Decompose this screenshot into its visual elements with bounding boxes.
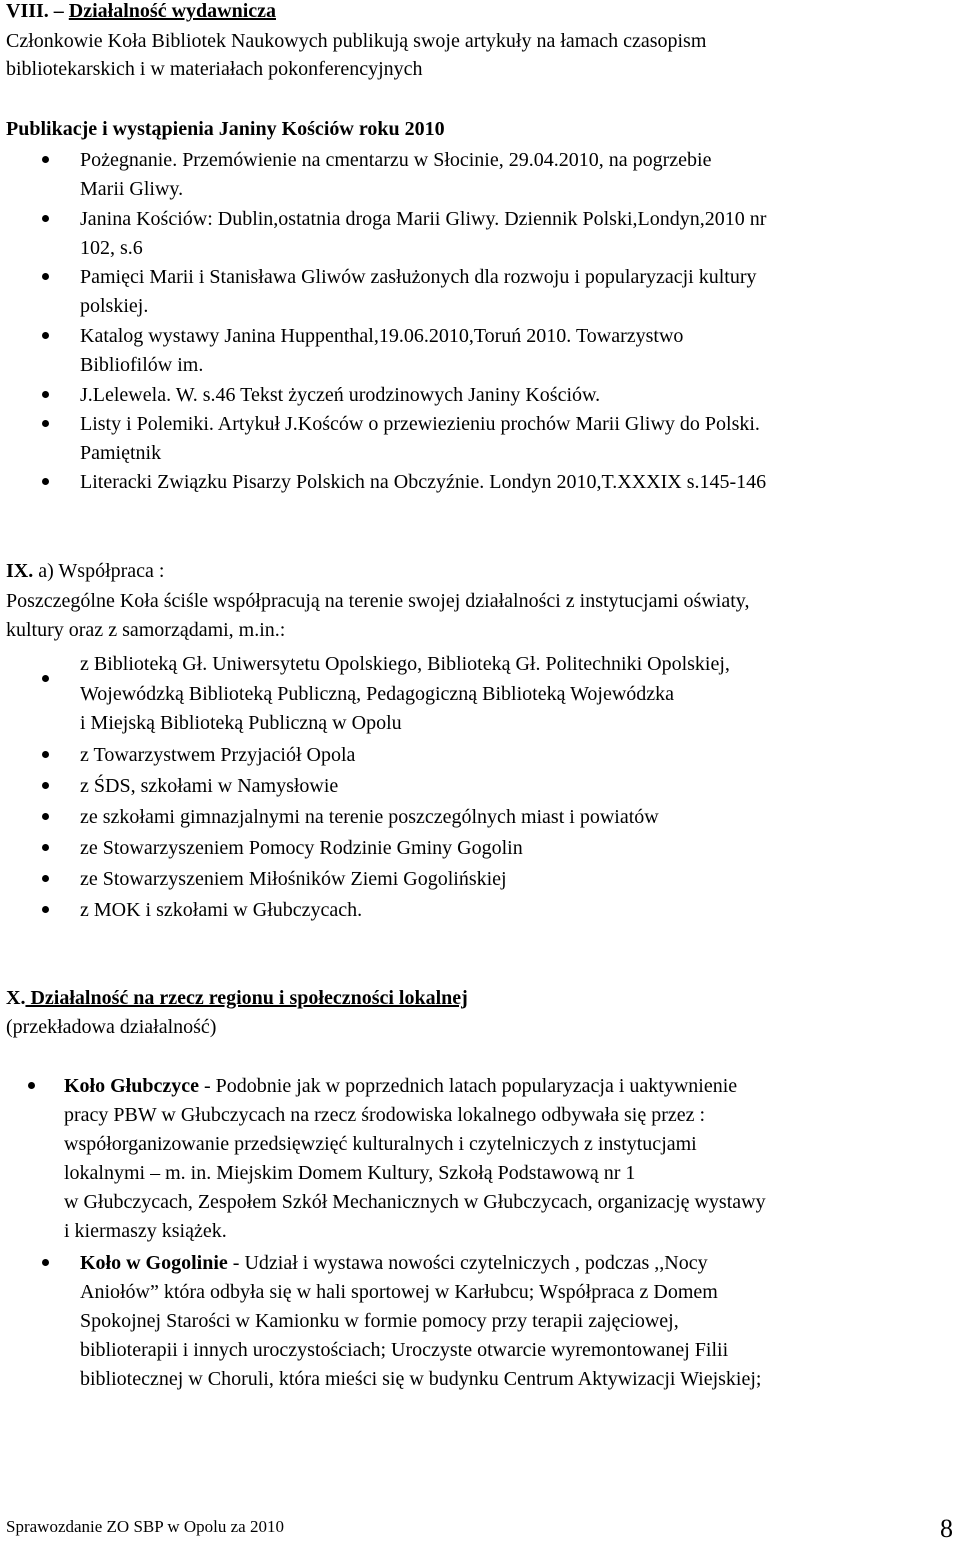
list-item-continued: Marii Gliwy. <box>80 178 184 200</box>
section-8-title: Działalność wydawnicza <box>68 0 277 22</box>
list-item: Katalog wystawy Janina Huppenthal,19.06.2010,Toruń 2010. Towarzystwo <box>80 325 684 347</box>
section-10-subtitle: (przekładowa działalność) <box>6 1016 217 1038</box>
list-item-continued: Pamiętnik <box>80 442 162 464</box>
list-item-text: - Podobnie jak w poprzednich latach popularyzacja i uaktywnienie <box>198 1075 738 1097</box>
list-item-continued: Bibliofilów im. <box>80 354 204 376</box>
list-item-continued: Aniołów” która odbyła się w hali sportowej w Karłubcu; Współpraca z Domem <box>80 1281 718 1303</box>
list-item: J.Lelewela. W. s.46 Tekst życzeń urodzinowych Janiny Kościów. <box>80 384 601 406</box>
bullet-icon <box>42 875 49 882</box>
section-8-intro-line-2: bibliotekarskich i w materiałach pokonferencyjnych <box>6 58 423 80</box>
bullet-icon <box>42 332 49 339</box>
list-item-continued: w Głubczycach, Zespołem Szkół Mechanicznych w Głubczycach, organizację wystawy <box>64 1191 766 1213</box>
footer-text: Sprawozdanie ZO SBP w Opolu za 2010 <box>6 1517 284 1536</box>
bullet-icon <box>42 813 49 820</box>
bullet-icon <box>42 844 49 851</box>
list-item: z MOK i szkołami w Głubczycach. <box>80 899 363 921</box>
bullet-icon <box>42 478 49 485</box>
circle-name: Koło Głubczyce <box>64 1075 199 1097</box>
section-9-title: a) Współpraca : <box>33 560 165 582</box>
publications-heading: Publikacje i wystąpienia Janiny Kościów roku 2010 <box>6 118 445 140</box>
section-8-number: VIII. <box>6 0 49 22</box>
bullet-icon <box>42 156 49 163</box>
list-item-continued: i kiermaszy książek. <box>64 1220 227 1242</box>
list-item: Janina Kościów: Dublin,ostatnia droga Marii Gliwy. Dziennik Polski,Londyn,2010 nr <box>80 208 767 230</box>
bullet-icon <box>42 751 49 758</box>
list-item-continued: Wojewódzką Biblioteką Publiczną, Pedagogiczną Biblioteką Wojewódzka <box>80 683 675 705</box>
page-number: 8 <box>940 1514 953 1543</box>
bullet-icon <box>42 215 49 222</box>
section-9-heading <box>6 556 164 586</box>
section-9-intro-line-2: kultury oraz z samorządami, m.in.: <box>6 619 286 641</box>
list-item-continued: współorganizowanie przedsięwzięć kulturalnych i czytelniczych z instytucjami <box>64 1133 697 1155</box>
list-item: Pamięci Marii i Stanisława Gliwów zasłużonych dla rozwoju i popularyzacji kultury <box>80 266 757 288</box>
section-9-number: IX. <box>6 560 34 582</box>
bullet-icon <box>42 273 49 280</box>
list-item <box>64 1071 737 1101</box>
section-9-intro-line-1: Poszczególne Koła ściśle współpracują na terenie swojej działalności z instytucjami oświaty, <box>6 590 750 612</box>
list-item: z Towarzystwem Przyjaciół Opola <box>80 744 356 766</box>
list-item: z Biblioteką Gł. Uniwersytetu Opolskiego, Biblioteką Gł. Politechniki Opolskiej, <box>80 653 730 675</box>
list-item-continued: biblioterapii i innych uroczystościach; Uroczyste otwarcie wyremontowanej Filii <box>80 1339 729 1361</box>
list-item-continued: lokalnymi – m. in. Miejskim Domem Kultury, Szkołą Podstawową nr 1 <box>64 1162 636 1184</box>
section-8-dash: – <box>48 0 69 22</box>
bullet-icon <box>42 782 49 789</box>
bullet-icon <box>42 906 49 913</box>
bullet-icon <box>42 1259 49 1266</box>
list-item: Listy i Polemiki. Artykuł J.Kośców o przewiezieniu prochów Marii Gliwy do Polski. <box>80 413 760 435</box>
list-item: z ŚDS, szkołami w Namysłowie <box>80 775 339 797</box>
section-8-heading <box>6 0 276 26</box>
list-item-continued: 102, s.6 <box>80 237 143 259</box>
list-item <box>80 1248 708 1278</box>
bullet-icon <box>42 420 49 427</box>
list-item: Pożegnanie. Przemówienie na cmentarzu w Słocinie, 29.04.2010, na pogrzebie <box>80 149 712 171</box>
list-item-continued: Spokojnej Starości w Kamionku w formie pomocy przy terapii zajęciowej, <box>80 1310 679 1332</box>
list-item-continued: polskiej. <box>80 295 149 317</box>
list-item-continued: pracy PBW w Głubczycach na rzecz środowiska lokalnego odbywała się przez : <box>64 1104 706 1126</box>
bullet-icon <box>28 1082 35 1089</box>
bullet-icon <box>42 675 49 682</box>
section-10-title: Działalność na rzecz regionu i społeczności lokalnej <box>25 987 468 1009</box>
list-item-continued: i Miejską Biblioteką Publiczną w Opolu <box>80 712 402 734</box>
list-item: ze szkołami gimnazjalnymi na terenie poszczególnych miast i powiatów <box>80 806 659 828</box>
list-item: ze Stowarzyszeniem Miłośników Ziemi Gogolińskiej <box>80 868 507 890</box>
section-10-heading <box>6 983 468 1013</box>
bullet-icon <box>42 391 49 398</box>
list-item: Literacki Związku Pisarzy Polskich na Obczyźnie. Londyn 2010,T.XXXIX s.145-146 <box>80 471 767 493</box>
list-item-continued: bibliotecznej w Choruli, która mieści się w budynku Centrum Aktywizacji Wiejskiej; <box>80 1368 762 1390</box>
list-item-text: - Udział i wystawa nowości czytelniczych , podczas ,,Nocy <box>227 1252 708 1274</box>
circle-name: Koło w Gogolinie <box>80 1252 228 1274</box>
section-8-intro-line-1: Członkowie Koła Bibliotek Naukowych publikują swoje artykuły na łamach czasopism <box>6 30 707 52</box>
section-10-number: X. <box>6 987 26 1009</box>
list-item: ze Stowarzyszeniem Pomocy Rodzinie Gminy Gogolin <box>80 837 523 859</box>
